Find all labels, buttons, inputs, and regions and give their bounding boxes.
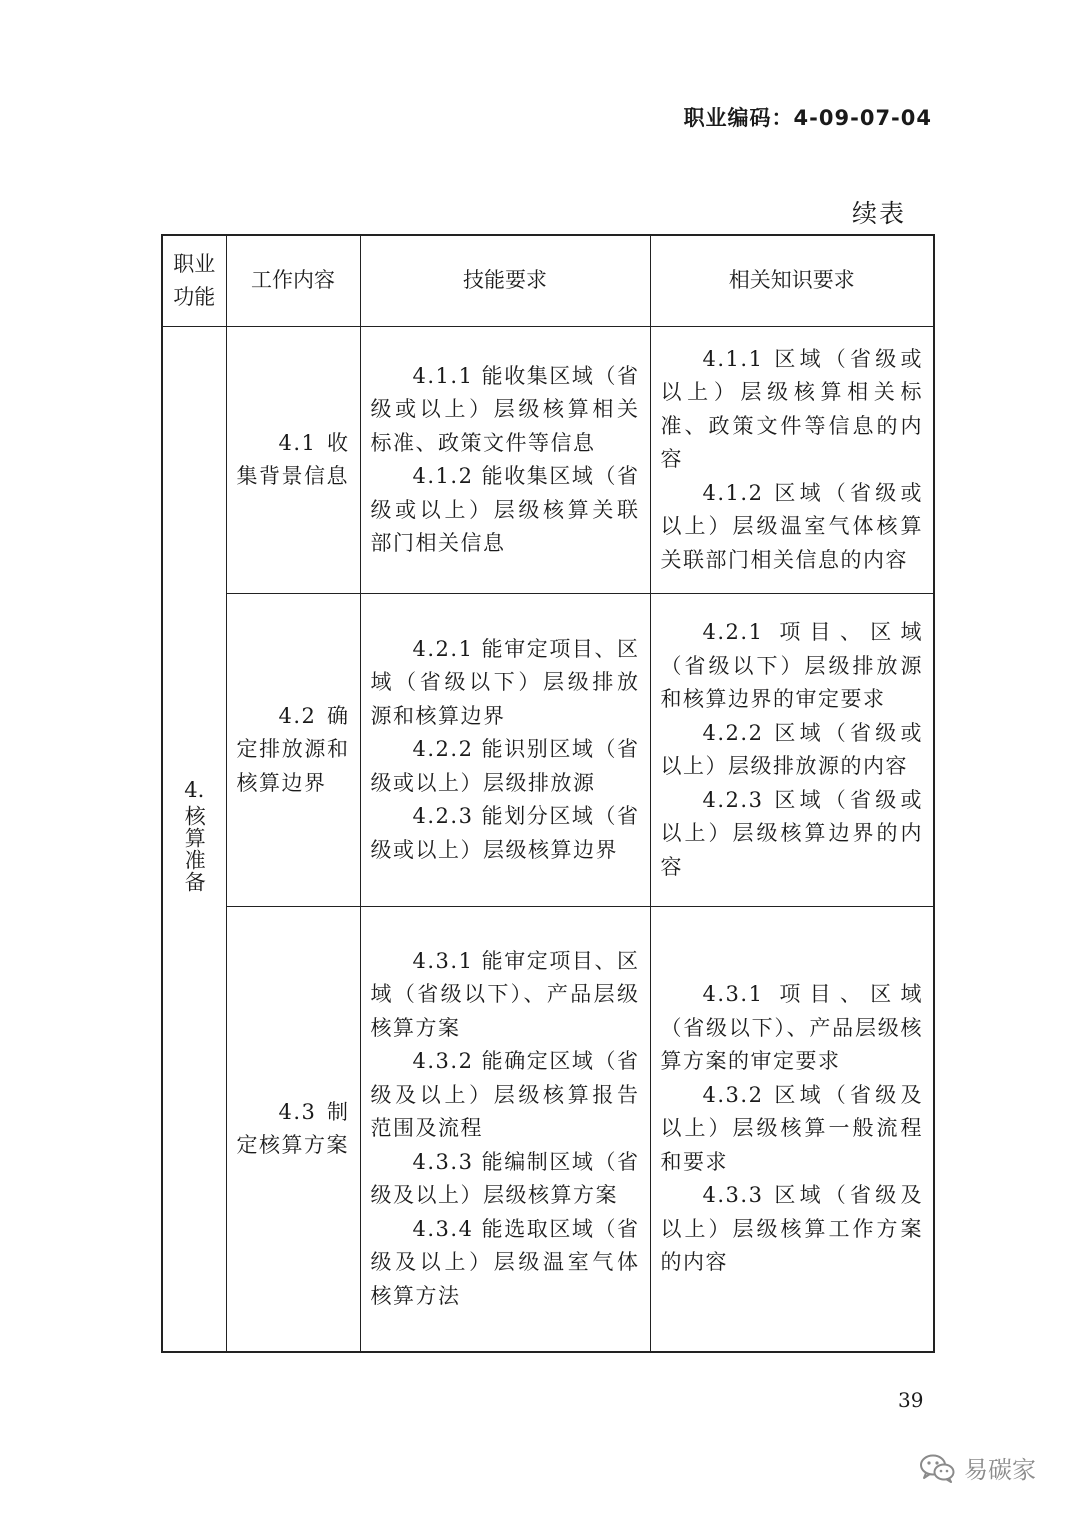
watermark-text: 易碳家 bbox=[964, 1456, 1036, 1484]
knowledge-item: 4.3.1 项目、区域（省级以下）、产品层级核算方案的审定要求 bbox=[660, 982, 923, 1074]
skill-item: 4.1.1 能收集区域（省级或以上）层级核算相关标准、政策文件等信息 bbox=[370, 363, 640, 455]
work-content-cell: 4.1 收集背景信息 bbox=[226, 327, 360, 594]
header-skill-requirements: 技能要求 bbox=[360, 235, 650, 327]
skill-item: 4.3.2 能确定区域（省级及以上）层级核算报告范围及流程 bbox=[370, 1049, 640, 1141]
knowledge-cell bbox=[650, 594, 934, 907]
knowledge-item: 4.1.1 区域（省级或以上）层级核算相关标准、政策文件等信息的内容 bbox=[660, 346, 923, 472]
skill-cell bbox=[360, 327, 650, 594]
knowledge-cell bbox=[650, 327, 934, 594]
table-header-row bbox=[162, 235, 934, 327]
header-knowledge-requirements: 相关知识要求 bbox=[650, 235, 934, 327]
skill-requirements-table bbox=[161, 234, 935, 1353]
work-content-cell: 4.2 确定排放源和核算边界 bbox=[226, 594, 360, 907]
occupation-code: 职业编码：4-09-07-04 bbox=[683, 106, 932, 130]
skill-item: 4.3.4 能选取区域（省级及以上）层级温室气体核算方法 bbox=[370, 1216, 640, 1308]
table-row bbox=[162, 594, 934, 907]
skill-cell bbox=[360, 907, 650, 1353]
knowledge-cell bbox=[650, 907, 934, 1353]
knowledge-item: 4.2.2 区域（省级或以上）层级排放源的内容 bbox=[660, 720, 923, 778]
table-row bbox=[162, 327, 934, 594]
knowledge-item: 4.3.3 区域（省级及以上）层级核算工作方案的内容 bbox=[660, 1183, 923, 1275]
skill-item: 4.2.1 能审定项目、区域（省级以下）层级排放源和核算边界 bbox=[370, 636, 640, 728]
function-name: 核算准备 bbox=[182, 804, 207, 893]
skill-cell bbox=[360, 594, 650, 907]
watermark bbox=[918, 1450, 1036, 1485]
continued-table-label: 续表 bbox=[851, 199, 906, 228]
function-number: 4. bbox=[184, 777, 205, 802]
knowledge-item: 4.1.2 区域（省级或以上）层级温室气体核算关联部门相关信息的内容 bbox=[660, 480, 923, 572]
skill-item: 4.1.2 能收集区域（省级或以上）层级核算关联部门相关信息 bbox=[370, 464, 640, 555]
table-row bbox=[162, 907, 934, 1353]
skill-item: 4.2.3 能划分区域（省级或以上）层级核算边界 bbox=[370, 804, 640, 862]
work-content-cell: 4.3 制定核算方案 bbox=[226, 907, 360, 1353]
knowledge-item: 4.2.3 区域（省级或以上）层级核算边界的内容 bbox=[660, 787, 923, 879]
skill-item: 4.3.3 能编制区域（省级及以上）层级核算方案 bbox=[370, 1149, 640, 1208]
function-cell bbox=[162, 327, 226, 1353]
skill-item: 4.3.1 能审定项目、区域（省级以下）、产品层级核算方案 bbox=[370, 948, 640, 1040]
wechat-icon bbox=[918, 1453, 956, 1483]
page-number: 39 bbox=[898, 1388, 924, 1412]
skill-item: 4.2.2 能识别区域（省级或以上）层级排放源 bbox=[370, 737, 640, 795]
knowledge-item: 4.3.2 区域（省级及以上）层级核算一般流程和要求 bbox=[660, 1082, 923, 1174]
header-function: 职业功能 bbox=[162, 235, 226, 327]
header-work-content: 工作内容 bbox=[226, 235, 360, 327]
knowledge-item: 4.2.1 项目、区域（省级以下）层级排放源和核算边界的审定要求 bbox=[660, 620, 923, 711]
